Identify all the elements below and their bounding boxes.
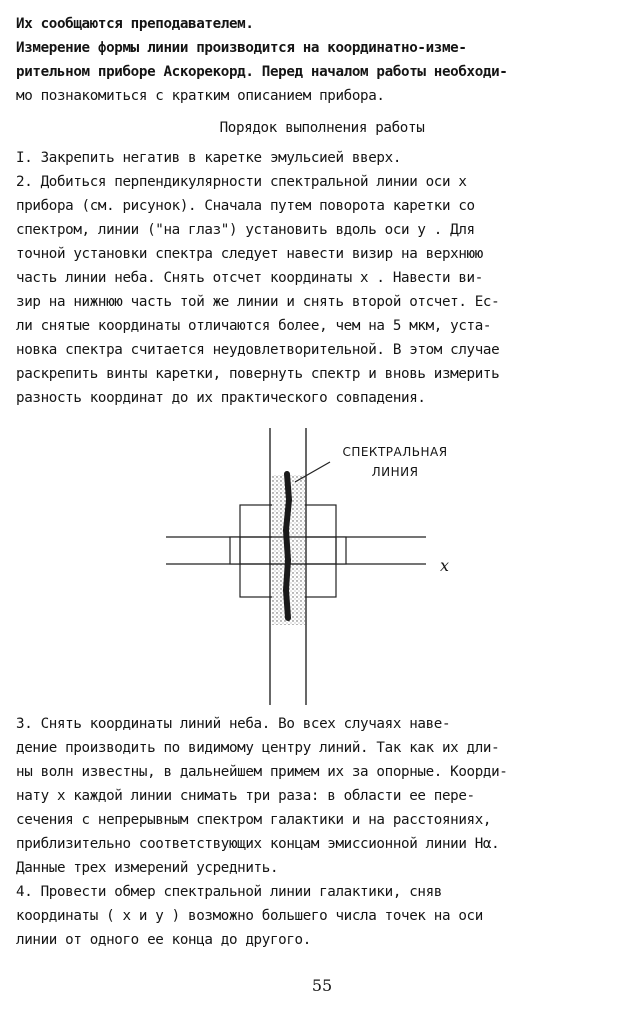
step-3-line-6: приблизительно соответствующих концам эмиссионной линии Hα. — [16, 836, 500, 852]
step-2-line-2: прибора (см. рисунок). Сначала путем поворота каретки со — [16, 198, 475, 214]
intro-line-4: мо познакомиться с кратким описанием прибора. — [16, 88, 385, 104]
intro-line-3: рительном приборе Аскорекорд. Перед началом работы необходи- — [16, 64, 508, 80]
step-2-line-6: зир на нижнюю часть той же линии и снять второй отсчет. Ес- — [16, 294, 500, 310]
step-4-line-1: 4. Провести обмер спектральной линии галактики, сняв — [16, 884, 442, 900]
page-number: 55 — [311, 976, 333, 995]
intro-line-1: Их сообщаются преподавателем. — [16, 16, 254, 32]
step-2-line-4: точной установки спектра следует навести визир на верхнюю — [16, 246, 483, 262]
section-heading: Порядок выполнения работы — [219, 120, 425, 136]
step-3-line-7: Данные трех измерений усреднить. — [16, 860, 279, 876]
step-2-line-10: разность координат до их практического совпадения. — [16, 390, 426, 406]
step-2-line-8: новка спектра считается неудовлетворительной. В этом случае — [16, 342, 500, 358]
step-3-line-3: ны волн известны, в дальнейшем примем их за опорные. Коорди- — [16, 764, 508, 780]
step-3-line-2: дение производить по видимому центру линий. Так как их дли- — [16, 740, 500, 756]
figure-caption-line-2: ЛИНИЯ — [371, 465, 419, 479]
step-2-line-1: 2. Добиться перпендикулярности спектральной линии оси x — [16, 174, 467, 190]
step-2-line-9: раскрепить винты каретки, повернуть спектр и вновь измерить — [16, 366, 500, 382]
step-2-line-3: спектром, линии ("на глаз") установить вдоль оси y . Для — [16, 222, 475, 238]
figure-axis-label: x — [440, 556, 450, 575]
figure-caption-line-1: СПЕКТРАЛЬНАЯ — [342, 445, 448, 459]
left-tab — [230, 537, 240, 564]
step-3-line-1: 3. Снять координаты линий неба. Во всех случаях наве- — [16, 716, 451, 732]
step-1-text: I. Закрепить негатив в каретке эмульсией вверх. — [16, 150, 402, 166]
step-2-line-7: ли снятые координаты отличаются более, чем на 5 мкм, уста- — [16, 318, 492, 334]
step-4-line-3: линии от одного ее конца до другого. — [16, 932, 311, 948]
right-tab — [336, 537, 346, 564]
intro-line-2: Измерение формы линии производится на координатно-изме- — [16, 40, 467, 56]
step-4-line-2: координаты ( x и y ) возможно большего числа точек на оси — [16, 908, 483, 924]
step-2-line-5: часть линии неба. Снять отсчет координаты x . Навести ви- — [16, 270, 483, 286]
step-3-line-4: нату x каждой линии снимать три раза: в области ее пере- — [16, 788, 475, 804]
step-3-line-5: сечения с непрерывным спектром галактики и на расстояниях, — [16, 812, 492, 828]
spectral-line — [286, 474, 289, 618]
caption-pointer — [295, 462, 330, 482]
